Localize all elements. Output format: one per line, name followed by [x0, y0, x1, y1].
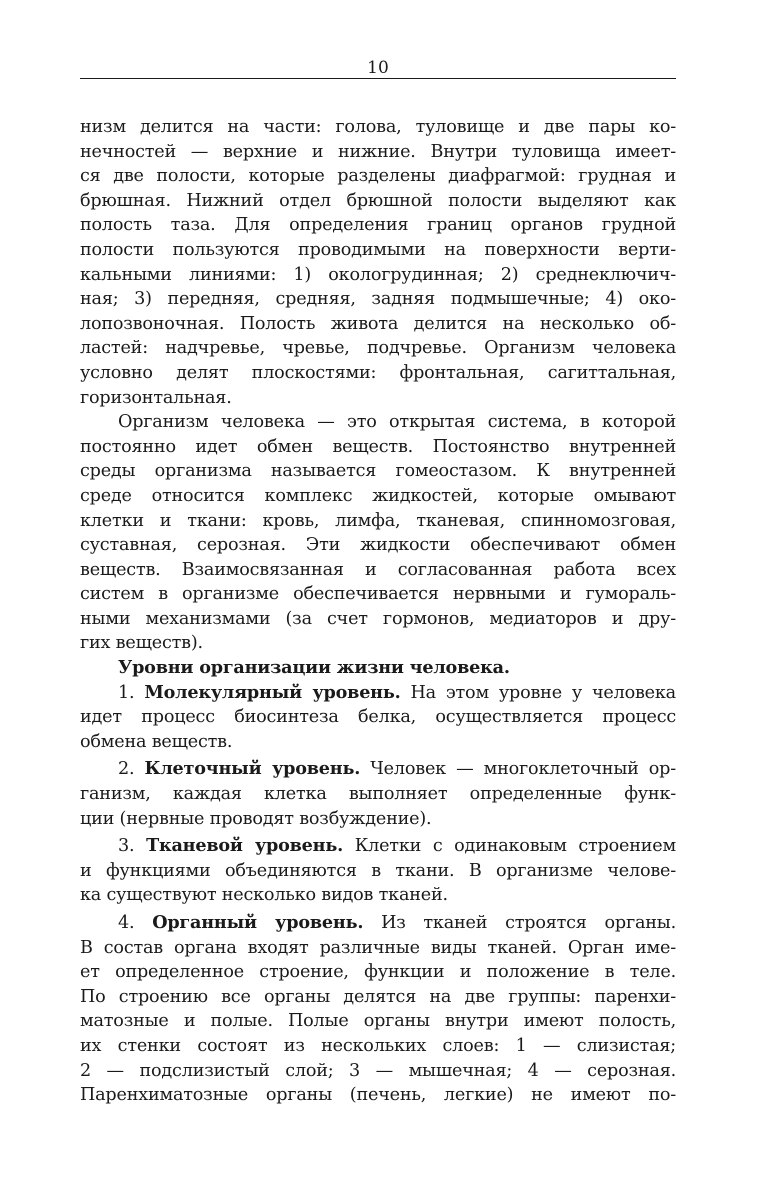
text-line: кальными линиями: 1) окологрудинная; 2) среднеключич- — [80, 264, 676, 285]
text-line: и функциями объединяются в ткани. В организме челове- — [80, 860, 676, 881]
level-title: Органный уровень. — [152, 912, 364, 933]
text-line: матозные и полые. Полые органы внутри имеют полость, — [80, 1011, 676, 1032]
text-line: ная; 3) передняя, средняя, задняя подмышечные; 4) око- — [80, 289, 676, 310]
text-line: ганизм, каждая клетка выполняет определенные функ- — [80, 784, 676, 805]
item-number: 1. — [118, 682, 135, 703]
text-line: 2 — подслизистый слой; 3 — мышечная; 4 — серозная. — [80, 1060, 676, 1081]
text-line: ластей: надчревье, чревье, подчревье. Организм человека — [80, 338, 676, 359]
text-line: Организм человека — это открытая система, в которой — [118, 412, 676, 433]
text-line: суставная, серозная. Эти жидкости обеспечивают обмен — [80, 535, 676, 556]
text-line: Паренхиматозные органы (печень, легкие) не имеют по- — [80, 1085, 676, 1106]
text-line: их стенки состоят из нескольких слоев: 1 — слизистая; — [80, 1035, 676, 1056]
paragraph-body-regions — [80, 115, 676, 410]
level-molecular — [80, 681, 676, 755]
item-number: 3. — [118, 836, 135, 857]
item-number: 2. — [118, 759, 135, 780]
heading-text: Уровни организации жизни человека. — [118, 657, 510, 679]
level-tissue — [80, 834, 676, 908]
level-title: Клеточный уровень. — [144, 758, 361, 780]
text-line: идет процесс биосинтеза белка, осуществляется процесс — [80, 707, 676, 728]
text-line: ет определенное строение, функции и положение в теле. — [80, 962, 676, 983]
level-organ — [80, 911, 676, 1108]
text-line: полость таза. Для определения границ органов грудной — [80, 215, 676, 236]
text-line: брюшная. Нижний отдел брюшной полости выделяют как — [80, 190, 676, 211]
text-line: среды организма называется гомеостазом. К внутренней — [80, 461, 676, 482]
paragraph-homeostasis — [80, 410, 676, 656]
text-line: условно делят плоскостями: фронтальная, сагиттальная, — [80, 362, 676, 383]
text-line: гих веществ). — [80, 633, 203, 654]
page-number: 10 — [80, 58, 676, 79]
text-line — [80, 911, 676, 936]
level-text: Клетки с одинаковым строением — [354, 836, 676, 857]
text-line — [80, 757, 676, 782]
text-line — [80, 834, 676, 859]
text-line: обмена веществ. — [80, 731, 233, 752]
text-line: систем в организме обеспечивается нервными и гумораль- — [80, 584, 676, 605]
level-text: Из тканей строятся органы. — [381, 913, 676, 933]
text-line: постоянно идет обмен веществ. Постоянство внутренней — [80, 436, 676, 457]
text-line: ся две полости, которые разделены диафрагмой: грудная и — [80, 166, 676, 187]
text-line: низм делится на части: голова, туловище и две пары ко- — [80, 117, 676, 137]
page-body — [80, 115, 676, 1108]
level-title: Тканевой уровень. — [146, 835, 344, 857]
text-line: полости пользуются проводимыми на поверхности верти- — [80, 239, 676, 260]
text-line: клетки и ткани: кровь, лимфа, тканевая, спинномозговая, — [80, 510, 676, 531]
text-line: нечностей — верхние и нижние. Внутри туловища имеет- — [80, 141, 676, 162]
text-line: В состав органа входят различные виды тканей. Орган име- — [80, 937, 676, 958]
level-cellular — [80, 757, 676, 831]
text-line — [80, 681, 676, 706]
text-line: среде относится комплекс жидкостей, которые омывают — [80, 485, 676, 506]
section-heading — [80, 656, 676, 681]
text-line: горизонтальная. — [80, 387, 232, 408]
text-line: ными механизмами (за счет гормонов, медиаторов и дру- — [80, 608, 676, 629]
level-title: Молекулярный уровень. — [144, 681, 401, 703]
text-line: ции (нервные проводят возбуждение). — [80, 808, 432, 829]
text-line: лопозвоночная. Полость живота делится на несколько об- — [80, 313, 676, 334]
text-line: ка существуют несколько видов тканей. — [80, 885, 448, 906]
text-line: По строению все органы делятся на две группы: паренхи- — [80, 986, 676, 1007]
level-text: Человек — многоклеточный ор- — [370, 759, 676, 780]
level-text: На этом уровне у человека — [410, 682, 676, 703]
text-line: веществ. Взаимосвязанная и согласованная работа всех — [80, 559, 676, 580]
item-number: 4. — [118, 913, 135, 933]
